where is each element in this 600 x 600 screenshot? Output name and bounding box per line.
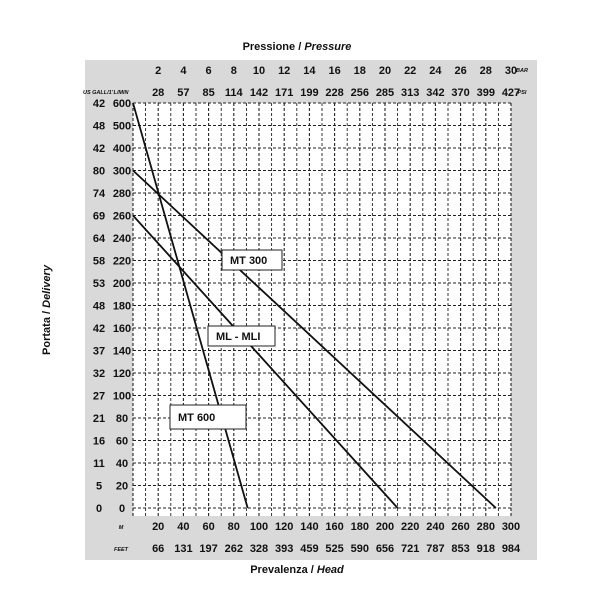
x-tick-psi: 228: [325, 87, 344, 99]
y-tick-lmin: 140: [112, 345, 132, 358]
y-tick-usgal: 64: [92, 233, 106, 245]
x-tick-m: 280: [476, 521, 495, 533]
y-tick-lmin: 100: [112, 390, 132, 403]
x-tick-feet: 262: [224, 543, 243, 555]
unit-m: M: [118, 525, 124, 531]
unit-usgal: US GALL/1': [82, 90, 114, 96]
x-tick-m: 260: [451, 521, 470, 533]
x-tick-m: 220: [401, 521, 420, 533]
y-tick-usgal: 11: [93, 458, 105, 470]
series-label-mt-300: MT 300: [230, 255, 268, 267]
y-tick-lmin: 280: [112, 188, 132, 200]
y-tick-usgal: 21: [92, 413, 106, 425]
y-tick-lmin: 120: [112, 368, 132, 380]
x-tick-bar: 10: [252, 65, 266, 77]
top-title: Pressione / Pressure: [242, 41, 352, 53]
x-tick-bar: 16: [328, 65, 341, 77]
x-tick-bar: 8: [230, 65, 237, 77]
x-tick-psi: 57: [177, 87, 190, 99]
y-tick-lmin: 600: [112, 98, 132, 110]
x-tick-psi: 114: [224, 87, 243, 99]
x-tick-psi: 171: [275, 87, 294, 99]
y-tick-lmin: 200: [112, 278, 132, 290]
x-tick-m: 200: [375, 521, 395, 533]
series-label-ml-mli: ML - MLI: [216, 331, 261, 343]
x-tick-feet: 328: [249, 543, 269, 555]
x-tick-feet: 853: [451, 543, 470, 555]
x-tick-feet: 984: [501, 543, 521, 555]
x-tick-feet: 656: [375, 543, 395, 555]
x-tick-psi: 313: [401, 87, 420, 99]
y-tick-usgal: 58: [92, 255, 106, 268]
y-tick-lmin: 180: [112, 300, 132, 313]
x-tick-psi: 399: [476, 87, 495, 99]
x-tick-bar: 4: [180, 65, 187, 77]
x-tick-bar: 14: [303, 65, 316, 77]
x-tick-feet: 918: [476, 543, 495, 555]
y-tick-usgal: 74: [92, 188, 106, 200]
x-tick-m: 160: [325, 521, 344, 533]
y-tick-usgal: 80: [92, 165, 106, 178]
y-tick-usgal: 0: [95, 503, 103, 515]
unit-lmin: L/MIN: [113, 90, 129, 96]
x-tick-m: 60: [202, 521, 215, 533]
x-tick-psi: 85: [202, 87, 215, 99]
x-tick-m: 40: [177, 521, 190, 533]
x-tick-psi: 28: [152, 87, 165, 99]
x-tick-psi: 199: [300, 87, 319, 99]
x-tick-psi: 342: [426, 87, 445, 99]
y-tick-usgal: 53: [92, 278, 106, 290]
y-axis-title: Portata / Delivery: [41, 265, 53, 355]
y-tick-usgal: 37: [92, 345, 106, 358]
x-tick-m: 20: [152, 521, 165, 533]
y-tick-lmin: 300: [112, 165, 132, 178]
unit-psi: PSI: [517, 90, 527, 96]
x-tick-m: 300: [501, 521, 521, 533]
y-tick-lmin: 240: [112, 233, 132, 245]
y-tick-usgal: 42: [92, 143, 106, 155]
x-tick-feet: 590: [350, 543, 369, 555]
x-tick-psi: 370: [451, 87, 470, 99]
y-tick-lmin: 0: [118, 503, 126, 515]
x-tick-bar: 18: [353, 65, 366, 77]
y-tick-lmin: 160: [112, 323, 132, 335]
y-tick-lmin: 260: [112, 210, 132, 223]
y-tick-usgal: 32: [92, 368, 106, 380]
y-tick-usgal: 69: [92, 210, 106, 223]
x-axis-title: Prevalenza / Head: [250, 564, 344, 576]
y-tick-lmin: 400: [112, 143, 132, 155]
x-tick-psi: 285: [375, 87, 395, 99]
x-tick-bar: 24: [429, 65, 442, 77]
x-tick-feet: 787: [426, 543, 445, 555]
y-tick-lmin: 60: [115, 435, 129, 448]
x-tick-psi: 256: [350, 87, 369, 99]
x-tick-feet: 66: [152, 543, 165, 555]
y-tick-usgal: 16: [92, 435, 106, 448]
y-tick-usgal: 48: [92, 300, 106, 313]
x-tick-bar: 2: [155, 65, 162, 77]
x-tick-feet: 721: [401, 543, 420, 555]
x-tick-m: 120: [275, 521, 294, 533]
y-tick-lmin: 220: [112, 255, 132, 268]
x-tick-feet: 131: [174, 543, 193, 555]
x-tick-m: 80: [227, 521, 240, 533]
x-tick-bar: 30: [504, 65, 518, 77]
unit-feet: FEET: [113, 547, 129, 553]
x-tick-psi: 142: [249, 87, 269, 99]
y-tick-lmin: 40: [115, 458, 129, 470]
x-tick-bar: 12: [278, 65, 291, 77]
y-tick-usgal: 42: [92, 323, 106, 335]
series-label-mt-600: MT 600: [178, 412, 216, 424]
x-tick-m: 140: [300, 521, 319, 533]
x-tick-feet: 393: [275, 543, 294, 555]
x-tick-feet: 459: [300, 543, 319, 555]
x-tick-bar: 22: [404, 65, 417, 77]
x-tick-bar: 20: [378, 65, 392, 77]
x-tick-bar: 26: [454, 65, 467, 77]
x-tick-m: 100: [249, 521, 269, 533]
x-tick-psi: 427: [501, 87, 521, 99]
x-tick-feet: 197: [199, 543, 218, 555]
y-tick-lmin: 80: [115, 413, 129, 425]
y-tick-lmin: 20: [115, 480, 129, 493]
x-tick-m: 240: [426, 521, 445, 533]
y-tick-usgal: 27: [92, 390, 106, 403]
y-tick-usgal: 48: [92, 120, 106, 133]
x-tick-feet: 525: [325, 543, 344, 555]
x-tick-m: 180: [350, 521, 369, 533]
unit-bar: BAR: [516, 68, 528, 74]
y-tick-lmin: 500: [112, 120, 132, 133]
x-tick-bar: 6: [205, 65, 212, 77]
x-tick-bar: 28: [479, 65, 492, 77]
y-tick-usgal: 42: [92, 98, 106, 110]
y-tick-usgal: 5: [95, 480, 103, 493]
